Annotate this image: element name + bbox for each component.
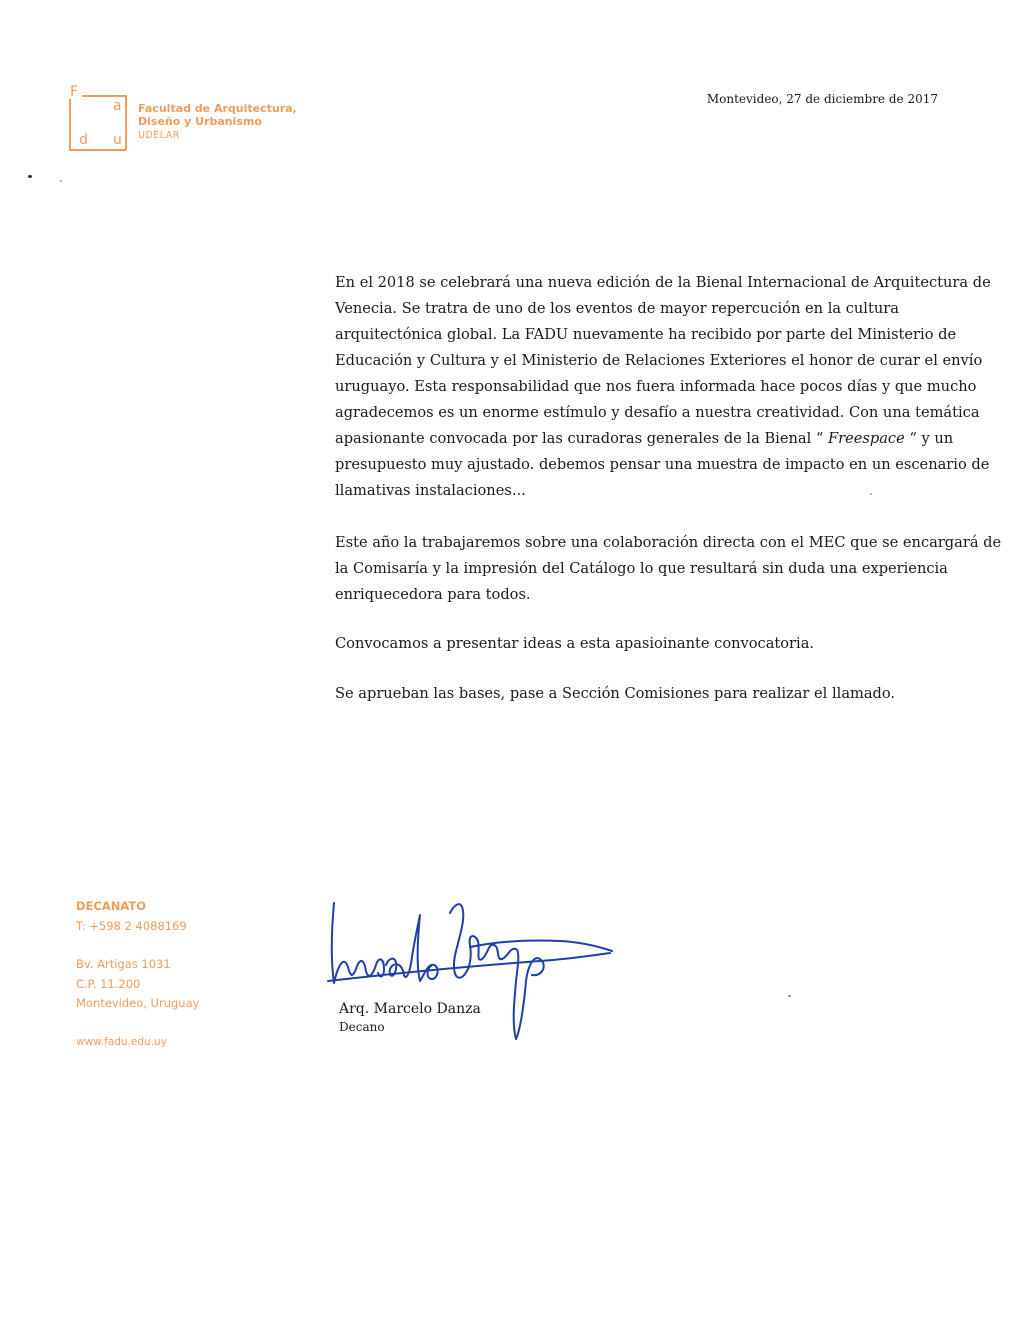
address-line: Bv. Artigas 1031 [76,957,171,971]
body-line-segment: apasionante convocada por las curadoras generales de la Bienal “ [335,430,828,447]
website-link[interactable]: www.fadu.edu.uy [76,1035,167,1048]
address-line: C.P. 11.200 [76,976,141,991]
body-line: llamativas instalaciones... [335,482,526,499]
body-line: enriquecedora para todos. [335,586,531,603]
scan-speck [870,493,872,495]
body-line: Se aprueban las bases, pase a Sección Comisiones para realizar el llamado. [335,685,896,702]
fadu-logo [69,84,127,151]
paragraph-2 [335,530,1002,608]
address-line: Montevideo, Uruguay [76,996,200,1010]
body-line: Convocamos a presentar ideas a esta apasioinante convocatoria. [335,635,815,652]
logo-letter-d: d [79,132,88,148]
contact-footer [76,897,199,1052]
footer-spacer [76,936,199,955]
logo-letter-u: u [113,132,122,148]
logo-letter-a: a [113,98,122,114]
body-line: Venecia. Se tratra de uno de los eventos de mayor repercución en la cultura [335,300,899,317]
scan-speck [28,175,32,178]
body-line: agradecemos es un enorme estímulo y desafío a nuestra creatividad. Con una temática [335,404,980,421]
paragraph-1 [335,270,991,504]
body-line [335,426,954,452]
body-line: Educación y Cultura y el Ministerio de Relaciones Exteriores el honor de curar el envío [335,352,983,369]
body-line: arquitectónica global. La FADU nuevamente ha recibido por parte del Ministerio de [335,326,957,343]
body-line: la Comisaría y la impresión del Catálogo lo que resultará sin duda una experiencia [335,560,948,577]
body-line: Este año la trabajaremos sobre una colaboración directa con el MEC que se encargará de [335,534,1002,551]
body-line-segment: “ y un [904,430,954,447]
faculty-name-line2: Diseño y Urbanismo [138,115,262,128]
body-line: En el 2018 se celebrará una nueva edición de la Bienal Internacional de Arquitectura de [335,274,991,291]
department-name: DECANATO [76,899,146,913]
university-name: UDELAR [138,130,180,141]
paragraph-4 [335,681,947,707]
scan-speck [60,180,62,182]
footer-spacer [76,1014,199,1033]
phone-number: T: +598 2 4088169 [76,918,187,933]
signer-name: Arq. Marcelo Danza [339,1001,481,1017]
signer-title: Decano [339,1020,385,1034]
scan-speck [788,995,791,997]
freespace-title: Freespace [827,430,905,447]
body-line: uruguayo. Esta responsabilidad que nos fuera informada hace pocos días y que mucho [335,378,977,395]
letter-date: Montevideo, 27 de diciembre de 2017 [706,92,938,106]
paragraph-3 [335,631,947,657]
body-line: presupuesto muy ajustado. debemos pensar una muestra de impacto en un escenario de [335,456,990,473]
faculty-name-line1: Facultad de Arquitectura, [138,102,297,115]
logo-letter-f: F [70,84,79,100]
letter-body [335,270,1002,707]
faculty-name [138,102,297,128]
